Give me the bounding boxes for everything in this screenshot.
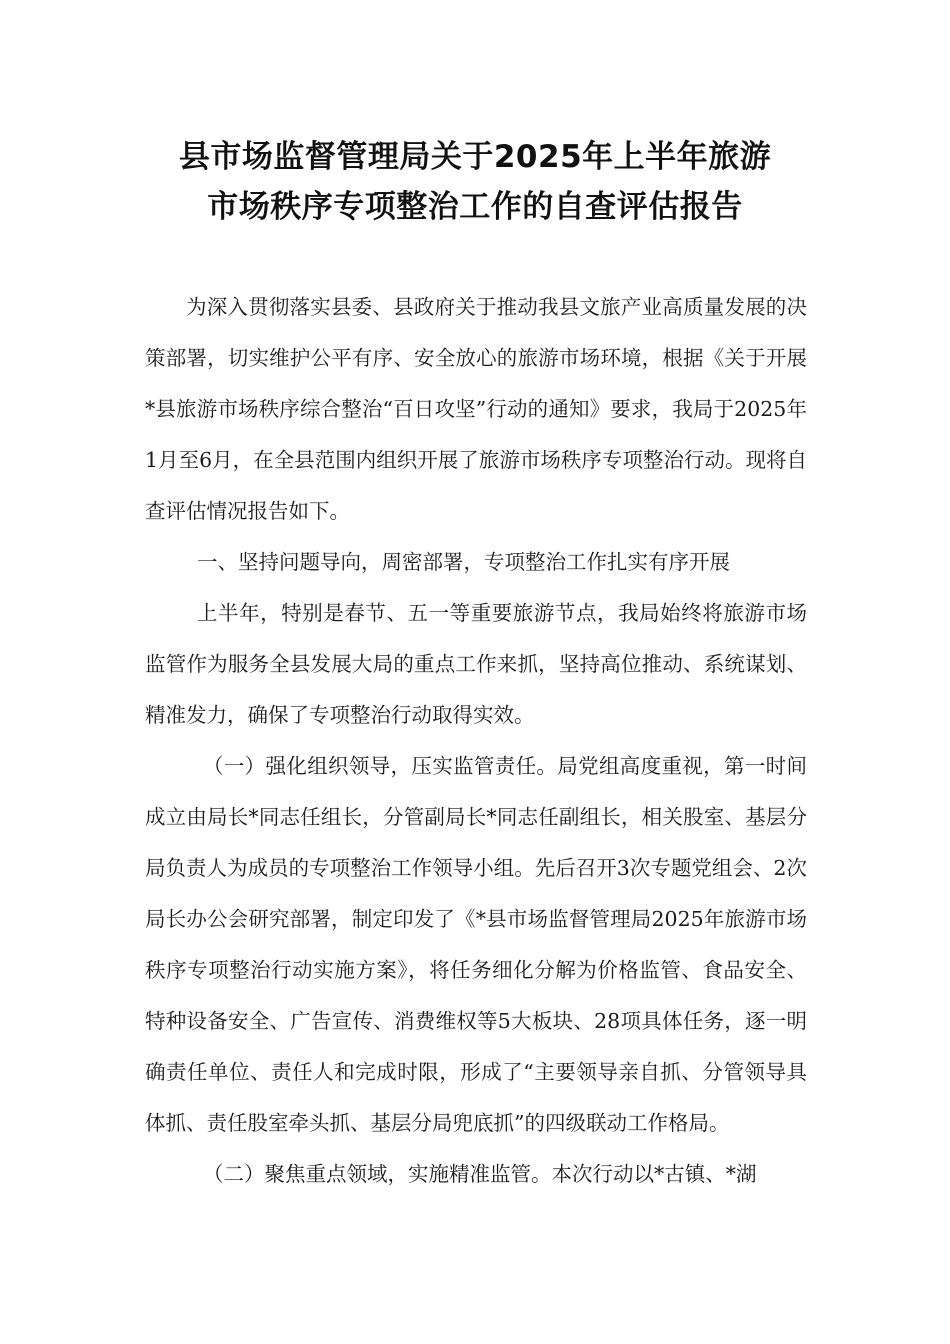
report-body (145, 282, 807, 1200)
title-line-2: 市场秩序专项整治工作的自查评估报告 (207, 189, 743, 225)
subsection-2-paragraph: （二）聚焦重点领域，实施精准监管。本次行动以*古镇、*湖 (203, 1162, 757, 1186)
intro-paragraph: 为深入贯彻落实县委、县政府关于推动我县文旅产业高质量发展的决策部署，切实维护公平有序、安全放心的旅游市场环境，根据《关于开展*县旅游市场秩序综合整治“百日攻坚”行动的通知》要求，我局于2025年1月至6月，在全县范围内组织开展了旅游市场秩序专项整治行动。现将自查评估情况报告如下。 (145, 295, 807, 523)
section-heading-1: 一、坚持问题导向，周密部署，专项整治工作扎实有序开展 (197, 550, 730, 574)
report-title (120, 132, 830, 232)
section-1-paragraph: 上半年，特别是春节、五一等重要旅游节点，我局始终将旅游市场监管作为服务全县发展大局的重点工作来抓，坚持高位推动、系统谋划、精准发力，确保了专项整治行动取得实效。 (145, 601, 807, 727)
subsection-1-paragraph: （一）强化组织领导，压实监管责任。局党组高度重视，第一时间成立由局长*同志任组长，分管副局长*同志任副组长，相关股室、基层分局负责人为成员的专项整治工作领导小组。先后召开3次专题党组会、2次局长办公会研究部署，制定印发了《*县市场监督管理局2025年旅游市场秩序专项整治行动实施方案》，将任务细化分解为价格监管、食品安全、特种设备安全、广告宣传、消费维权等5大板块、28项具体任务，逐一明确责任单位、责任人和完成时限，形成了“主要领导亲自抓、分管领导具体抓、责任股室牵头抓、基层分局兜底抓”的四级联动工作格局。 (145, 754, 807, 1135)
title-line-1: 县市场监督管理局关于2025年上半年旅游 (178, 139, 772, 175)
